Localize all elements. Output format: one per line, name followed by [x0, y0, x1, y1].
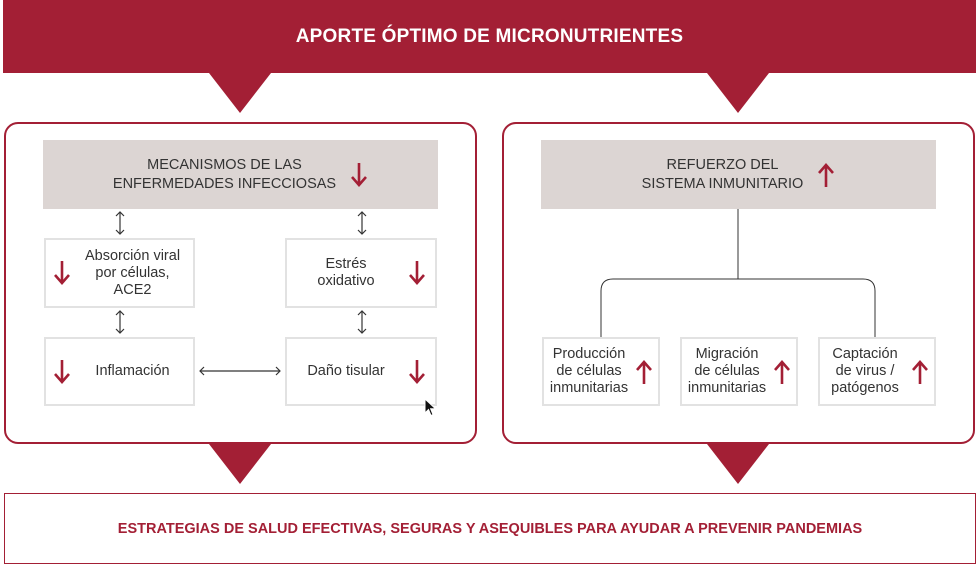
- box-tissue-damage: [285, 337, 437, 406]
- down-chevron-right-bottom: [707, 444, 769, 484]
- banner-title: APORTE ÓPTIMO DE MICRONUTRIENTES: [295, 25, 684, 47]
- box-uptake-line3: patógenos: [831, 380, 899, 396]
- down-chevron-left-top: [209, 73, 271, 113]
- right-panel-header: [541, 140, 936, 209]
- box-uptake-line2: de virus /: [835, 363, 895, 379]
- arrow-up-icon: [634, 359, 654, 385]
- double-arrow-icon: [112, 210, 128, 236]
- box-production-line2: de células: [556, 363, 622, 379]
- left-panel-header: [43, 140, 438, 209]
- connector-tree: [590, 209, 890, 339]
- box-inflammation: [44, 337, 195, 406]
- footer-text: ESTRATEGIAS DE SALUD EFECTIVAS, SEGURAS Y ASEQUIBLES PARA AYUDAR A PREVENIR PANDEMIAS: [117, 520, 863, 537]
- box-oxidative-stress-line2: oxidativo: [317, 273, 375, 289]
- mouse-pointer-icon: [424, 398, 438, 418]
- box-immune-cell-migration: [680, 337, 798, 406]
- box-oxidative-stress-line1: Estrés: [325, 256, 367, 272]
- right-header-line2: SISTEMA INMUNITARIO: [641, 175, 804, 192]
- footer-box: [4, 493, 976, 564]
- down-chevron-left-bottom: [209, 444, 271, 484]
- arrow-down-icon: [405, 359, 429, 385]
- arrow-down-icon: [405, 260, 429, 286]
- box-migration-line3: inmunitarias: [687, 380, 767, 396]
- arrow-up-icon: [817, 162, 835, 188]
- box-viral-absorption: [44, 238, 195, 308]
- box-pathogen-uptake: [818, 337, 936, 406]
- box-production-line3: inmunitarias: [549, 380, 629, 396]
- box-migration-line1: Migración: [695, 346, 759, 362]
- box-tissue-damage-label: Daño tisular: [307, 363, 385, 379]
- box-viral-absorption-line2: por células,: [95, 264, 170, 281]
- box-production-line1: Producción: [552, 346, 626, 362]
- box-viral-absorption-line3: ACE2: [113, 281, 152, 298]
- box-oxidative-stress: [285, 238, 437, 308]
- double-arrow-icon: [354, 309, 370, 335]
- double-arrow-icon: [198, 363, 282, 379]
- box-inflammation-label: Inflamación: [95, 363, 170, 379]
- arrow-up-icon: [772, 359, 792, 385]
- left-header-line1: MECANISMOS DE LAS: [147, 156, 302, 173]
- box-viral-absorption-line1: Absorción viral: [84, 247, 181, 264]
- box-immune-cell-production: [542, 337, 660, 406]
- double-arrow-icon: [112, 309, 128, 335]
- right-header-line1: REFUERZO DEL: [666, 156, 779, 173]
- double-arrow-icon: [354, 210, 370, 236]
- box-migration-line2: de células: [694, 363, 760, 379]
- arrow-down-icon: [52, 359, 72, 385]
- left-header-line2: ENFERMEDADES INFECCIOSAS: [112, 175, 337, 192]
- arrow-down-icon: [350, 162, 368, 188]
- arrow-up-icon: [910, 359, 930, 385]
- down-chevron-right-top: [707, 73, 769, 113]
- top-banner: [3, 0, 976, 73]
- box-uptake-line1: Captación: [832, 346, 898, 362]
- arrow-down-icon: [52, 260, 72, 286]
